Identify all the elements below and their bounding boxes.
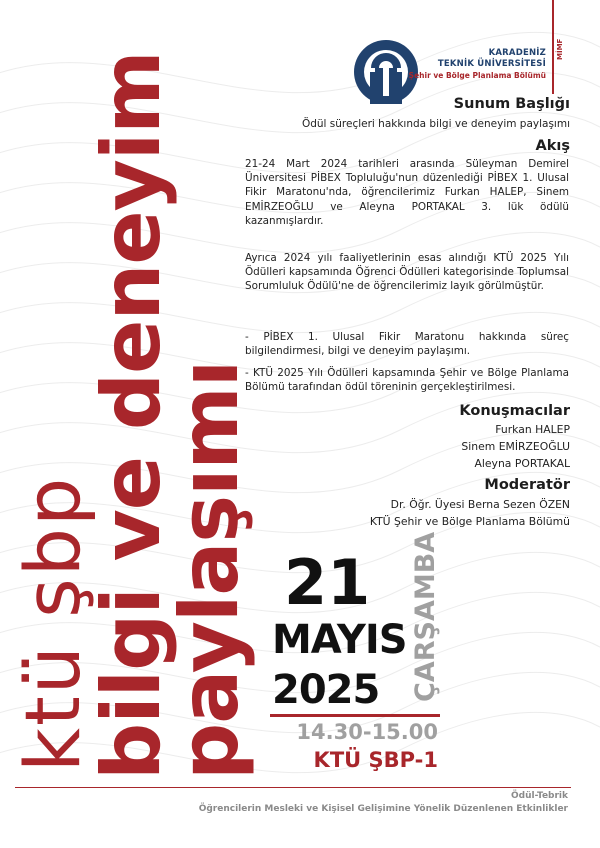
date-divider <box>270 714 440 717</box>
moderator-heading: Moderatör <box>484 477 570 493</box>
title-line-1: ktü şbp <box>8 475 97 772</box>
footer-divider <box>15 787 571 788</box>
speaker-1: Furkan HALEP <box>495 423 570 436</box>
event-weekday: ÇARŞAMBA <box>410 531 441 702</box>
speaker-3: Aleyna PORTAKAL <box>474 457 570 470</box>
event-month: MAYIS <box>272 617 407 663</box>
footer-category: Ödül-Tebrik <box>511 791 568 801</box>
event-day: 21 <box>284 546 371 619</box>
event-location: KTÜ ŞBP-1 <box>313 748 438 772</box>
header-divider <box>552 0 554 94</box>
flow-item-2: - KTÜ 2025 Yılı Ödülleri kapsamında Şehir ve Bölge Planlama Bölümü tarafından ödül töreninin gerçekleştirilmesi. <box>245 367 569 394</box>
footer-series: Öğrencilerin Mesleki ve Kişisel Gelişimine Yönelik Düzenlenen Etkinlikler <box>198 804 568 814</box>
event-year: 2025 <box>272 667 380 713</box>
moderator-name: Dr. Öğr. Üyesi Berna Sezen ÖZEN <box>390 498 570 511</box>
event-time: 14.30-15.00 <box>296 720 438 744</box>
department-name: Şehir ve Bölge Planlama Bölümü <box>408 71 546 80</box>
presentation-heading: Sunum Başlığı <box>453 96 570 112</box>
flow-item-1: - PİBEX 1. Ulusal Fikir Maratonu hakkında süreç bilgilendirmesi, bilgi ve deneyim paylaşımı. <box>245 331 569 358</box>
university-name-line2: TEKNİK ÜNİVERSİTESİ <box>437 59 546 69</box>
speakers-heading: Konuşmacılar <box>459 403 570 419</box>
presentation-title: Ödül süreçleri hakkında bilgi ve deneyim paylaşımı <box>301 118 570 130</box>
flow-paragraph-2: Ayrıca 2024 yılı faaliyetlerinin esas alındığı KTÜ 2025 Yılı Ödülleri kapsamında Öğrenci Ödülleri kategorisinde Toplumsal Sorumluluk Ödülü'ne de öğrencilerimiz layık görülmüştür. <box>245 252 569 293</box>
title-line-3: paylaşımı <box>163 360 256 780</box>
university-name-line1: KARADENİZ <box>488 48 546 58</box>
flow-heading: Akış <box>535 138 570 154</box>
flow-paragraph-1: 21-24 Mart 2024 tarihleri arasında Süleyman Demirel Üniversitesi PİBEX Topluluğu'nun düzenlediği PİBEX 1. Ulusal Fikir Maratonu'nda, öğrencilerimiz Furkan HALEP, Sinem EMİRZEOĞLU ve Aleyna PORTAKAL 3. lük ödülü kazanmışlardır. <box>245 158 569 227</box>
title-line-2: bilgi ve deneyim <box>85 51 178 780</box>
faculty-tag: MİMF <box>556 38 564 60</box>
moderator-affiliation: KTÜ Şehir ve Bölge Planlama Bölümü <box>369 515 570 528</box>
speaker-2: Sinem EMİRZEOĞLU <box>461 440 570 453</box>
